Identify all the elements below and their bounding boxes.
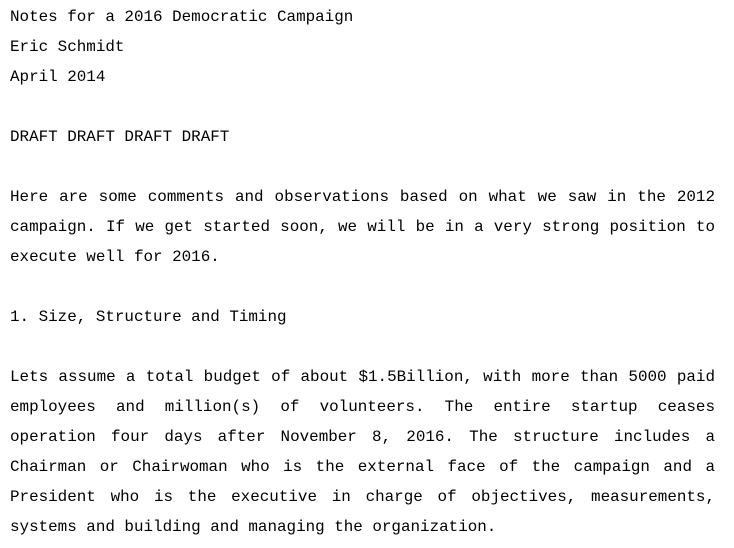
draft-marker: DRAFT DRAFT DRAFT DRAFT (10, 128, 230, 146)
document-author: Eric Schmidt (10, 38, 125, 56)
section-heading: 1. Size, Structure and Timing (10, 308, 287, 326)
blank-line (10, 97, 734, 127)
blank-line (10, 277, 734, 307)
document-title: Notes for a 2016 Democratic Campaign (10, 8, 354, 26)
document-date: April 2014 (10, 68, 106, 86)
intro-paragraph: Here are some comments and observations based on what we saw in the 2012 campaign. If we get started soon, we will be in a very strong position to execute well for 2016. (10, 188, 715, 266)
section-paragraph: Lets assume a total budget of about $1.5Billion, with more than 5000 paid employees and million(s) of volunteers. The entire startup ceases operation four days after November 8, 2016. The structure includes a Chairman or Chairwoman who is the external face of the campaign and a President who is the executive in charge of objectives, measurements, systems and building and managing the organization. (10, 368, 715, 536)
